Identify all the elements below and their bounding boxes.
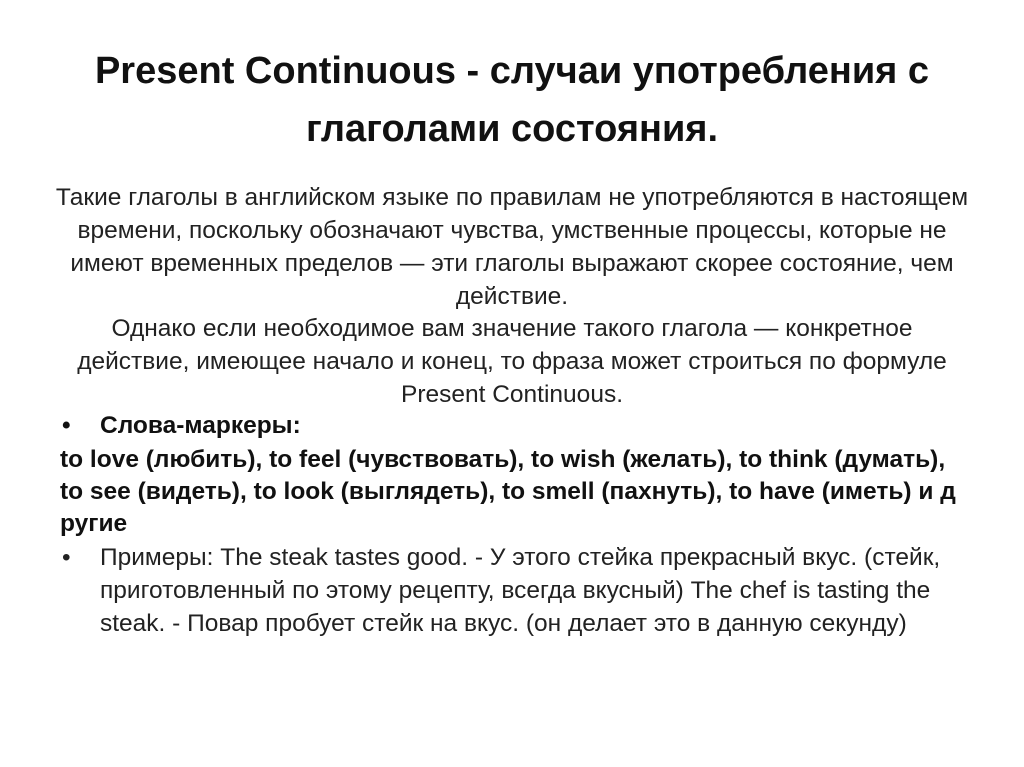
markers-bullet — [60, 409, 960, 442]
bullet-icon: • — [62, 412, 71, 439]
markers-list: to love (любить), to feel (чувствовать), to wish (желать), to think (думать), to see (видеть), to look (выглядеть), to smell (пахнуть), to have (иметь) и другие — [60, 446, 956, 537]
examples-text: Примеры: The steak tastes good. - У этого стейка прекрасный вкус. (стейк, приготовленный по этому рецепту, всегда вкусный) The chef is tasting the steak. - Повар пробует стейк на вкус. (он делает это в данную секунду) — [100, 544, 941, 637]
slide-title: Present Continuous - случаи употребления с глаголами состояния. — [94, 50, 930, 150]
examples-bullet — [60, 541, 960, 640]
continuous-usage-paragraph: Однако если необходимое вам значение такого глагола — конкретное действие, имеющее начало и конец, то фраза может строиться по формуле Present Continuous. — [77, 315, 947, 408]
markers-heading: Слова-маркеры: — [100, 412, 301, 439]
intro-paragraph: Такие глаголы в английском языке по правилам не употребляются в настоящем времени, поскольку обозначают чувства, умственные процессы, которые не имеют временных пределов — эти глаголы выражают скорее состояние, чем действие. — [55, 184, 969, 310]
bullet-icon: • — [62, 544, 71, 571]
